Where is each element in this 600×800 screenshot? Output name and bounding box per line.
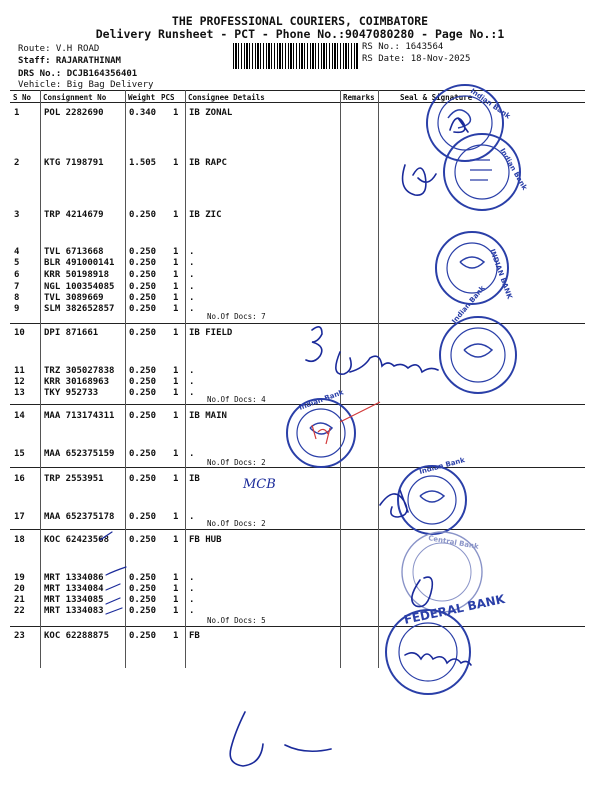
pieces-count: 1 bbox=[173, 270, 179, 280]
handwritten-note: MCB bbox=[243, 477, 276, 492]
col-header-consignee: Consignee Details bbox=[188, 93, 265, 102]
company-title: THE PROFESSIONAL COURIERS, COIMBATORE bbox=[171, 14, 429, 28]
weight-value: 0.250 bbox=[129, 631, 157, 641]
stamp-text: Indian Bank bbox=[498, 147, 529, 192]
consignment-number: BLR 491000141 bbox=[44, 258, 115, 268]
row-serial-number: 8 bbox=[14, 293, 20, 303]
row-serial-number: 23 bbox=[14, 631, 25, 641]
row-serial-number: 11 bbox=[14, 366, 25, 376]
col-header-weight: Weight bbox=[128, 93, 156, 102]
pieces-count: 1 bbox=[173, 293, 179, 303]
row-serial-number: 13 bbox=[14, 388, 25, 398]
row-serial-number: 10 bbox=[14, 328, 25, 338]
consignment-number: MRT 1334083 bbox=[44, 606, 104, 616]
stamp-text: Indian Bank bbox=[450, 284, 487, 326]
consignee-details: . bbox=[189, 247, 195, 257]
runsheet-title: Delivery Runsheet - PCT - Phone No.:9047080280 - Page No.:1 bbox=[95, 27, 505, 41]
pieces-count: 1 bbox=[173, 631, 179, 641]
signature bbox=[403, 165, 436, 195]
stamp-text: Indian Bank bbox=[297, 388, 345, 412]
pieces-count: 1 bbox=[173, 282, 179, 292]
consignee-details: . bbox=[189, 606, 195, 616]
weight-value: 0.250 bbox=[129, 584, 157, 594]
consignee-details: . bbox=[189, 377, 195, 387]
consignment-number: MAA 652375178 bbox=[44, 512, 115, 522]
stamp-text: INDIAN BANK bbox=[488, 247, 514, 301]
pieces-count: 1 bbox=[173, 328, 179, 338]
stamp-text: Indian Bank bbox=[418, 456, 466, 476]
pieces-count: 1 bbox=[173, 108, 179, 118]
consignee-details: . bbox=[189, 388, 195, 398]
bank-seal-stamp bbox=[427, 85, 503, 161]
docs-count: No.Of Docs: 5 bbox=[207, 616, 266, 625]
pieces-count: 1 bbox=[173, 606, 179, 616]
pieces-count: 1 bbox=[173, 449, 179, 459]
pieces-count: 1 bbox=[173, 584, 179, 594]
consignee-details: . bbox=[189, 282, 195, 292]
weight-value: 0.250 bbox=[129, 247, 157, 257]
tick-mark bbox=[100, 532, 126, 614]
consignee-details: FB bbox=[189, 631, 200, 641]
consignment-number: KOC 62423568 bbox=[44, 535, 110, 545]
consignment-number: TRP 4214679 bbox=[44, 210, 104, 220]
bank-seal-stamp bbox=[398, 466, 466, 534]
pieces-count: 1 bbox=[173, 388, 179, 398]
pieces-count: 1 bbox=[173, 411, 179, 421]
weight-value: 0.250 bbox=[129, 366, 157, 376]
row-serial-number: 6 bbox=[14, 270, 20, 280]
weight-value: 0.250 bbox=[129, 328, 157, 338]
docs-count: No.Of Docs: 2 bbox=[207, 458, 266, 467]
consignment-number: TVL 6713668 bbox=[44, 247, 104, 257]
docs-count: No.Of Docs: 7 bbox=[207, 312, 266, 321]
weight-value: 0.250 bbox=[129, 512, 157, 522]
consignee-details: . bbox=[189, 595, 195, 605]
pieces-count: 1 bbox=[173, 512, 179, 522]
weight-value: 0.250 bbox=[129, 270, 157, 280]
consignment-number: MRT 1334086 bbox=[44, 573, 104, 583]
weight-value: 0.250 bbox=[129, 411, 157, 421]
pieces-count: 1 bbox=[173, 366, 179, 376]
consignment-number: TVL 3089669 bbox=[44, 293, 104, 303]
row-serial-number: 20 bbox=[14, 584, 25, 594]
consignee-details: . bbox=[189, 270, 195, 280]
consignment-number: NGL 100354085 bbox=[44, 282, 115, 292]
col-header-pcs: PCS bbox=[161, 93, 175, 102]
consignee-details: IB bbox=[189, 474, 200, 484]
col-header-sno: S No bbox=[13, 93, 32, 102]
federal-bank-stamp bbox=[386, 610, 470, 694]
consignment-number: DPI 871661 bbox=[44, 328, 99, 338]
consignee-details: . bbox=[189, 584, 195, 594]
bank-seal-stamp bbox=[444, 134, 520, 210]
signature bbox=[380, 490, 408, 517]
weight-value: 0.340 bbox=[129, 108, 157, 118]
col-header-consignment: Consignment No bbox=[43, 93, 107, 102]
rs-number: RS No.: 1643564 bbox=[362, 42, 444, 52]
pieces-count: 1 bbox=[173, 535, 179, 545]
row-serial-number: 15 bbox=[14, 449, 25, 459]
stamp-text: Central Bank bbox=[427, 534, 480, 551]
row-serial-number: 7 bbox=[14, 282, 20, 292]
row-serial-number: 1 bbox=[14, 108, 20, 118]
consignment-number: TRZ 305027838 bbox=[44, 366, 115, 376]
consignee-details: FB HUB bbox=[189, 535, 222, 545]
consignee-details: IB FIELD bbox=[189, 328, 233, 338]
row-serial-number: 9 bbox=[14, 304, 20, 314]
drs-number: DRS No.: DCJB164356401 bbox=[18, 69, 138, 79]
row-serial-number: 21 bbox=[14, 595, 25, 605]
federal-bank-stamp-text: FEDERAL BANK bbox=[402, 591, 507, 627]
vehicle-label: Vehicle: Big Bag Delivery bbox=[18, 80, 154, 90]
consignment-number: KOC 62288875 bbox=[44, 631, 110, 641]
row-serial-number: 2 bbox=[14, 158, 20, 168]
consignment-number: MAA 652375159 bbox=[44, 449, 115, 459]
weight-value: 0.250 bbox=[129, 377, 157, 387]
row-serial-number: 22 bbox=[14, 606, 25, 616]
consignee-details: . bbox=[189, 512, 195, 522]
bank-seal-stamp bbox=[440, 317, 516, 393]
consignment-number: KRR 30168963 bbox=[44, 377, 110, 387]
signature bbox=[405, 653, 471, 665]
pieces-count: 1 bbox=[173, 258, 179, 268]
consignment-number: MRT 1334085 bbox=[44, 595, 104, 605]
row-serial-number: 19 bbox=[14, 573, 25, 583]
pieces-count: 1 bbox=[173, 158, 179, 168]
weight-value: 1.505 bbox=[129, 158, 157, 168]
consignee-details: IB RAPC bbox=[189, 158, 227, 168]
docs-count: No.Of Docs: 2 bbox=[207, 519, 266, 528]
consignee-details: . bbox=[189, 366, 195, 376]
row-serial-number: 17 bbox=[14, 512, 25, 522]
consignee-details: IB MAIN bbox=[189, 411, 227, 421]
col-header-remarks: Remarks bbox=[343, 93, 375, 102]
consignment-number: TRP 2553951 bbox=[44, 474, 104, 484]
weight-value: 0.250 bbox=[129, 388, 157, 398]
consignee-details: . bbox=[189, 258, 195, 268]
weight-value: 0.250 bbox=[129, 474, 157, 484]
consignee-details: . bbox=[189, 293, 195, 303]
pieces-count: 1 bbox=[173, 573, 179, 583]
consignment-number: KRR 50198918 bbox=[44, 270, 110, 280]
consignee-details: IB ZIC bbox=[189, 210, 222, 220]
row-serial-number: 3 bbox=[14, 210, 20, 220]
stamp-text: Indian Bank bbox=[468, 87, 512, 121]
pieces-count: 1 bbox=[173, 247, 179, 257]
consignment-number: MRT 1334084 bbox=[44, 584, 104, 594]
pieces-count: 1 bbox=[173, 474, 179, 484]
consignee-details: . bbox=[189, 304, 195, 314]
consignment-number: TKY 952733 bbox=[44, 388, 99, 398]
pieces-count: 1 bbox=[173, 304, 179, 314]
pieces-count: 1 bbox=[173, 210, 179, 220]
row-serial-number: 12 bbox=[14, 377, 25, 387]
consignment-number: MAA 713174311 bbox=[44, 411, 115, 421]
weight-value: 0.250 bbox=[129, 304, 157, 314]
weight-value: 0.250 bbox=[129, 535, 157, 545]
signature bbox=[306, 327, 438, 374]
bank-seal-stamp bbox=[287, 399, 355, 467]
consignment-number: KTG 7198791 bbox=[44, 158, 104, 168]
col-header-seal-signature: Seal & Signature bbox=[400, 93, 473, 102]
consignee-details: IB ZONAL bbox=[189, 108, 233, 118]
weight-value: 0.250 bbox=[129, 210, 157, 220]
consignment-number: POL 2282690 bbox=[44, 108, 104, 118]
weight-value: 0.250 bbox=[129, 258, 157, 268]
consignee-details: . bbox=[189, 573, 195, 583]
row-serial-number: 5 bbox=[14, 258, 20, 268]
signature bbox=[230, 712, 331, 766]
staff-label: Staff: RAJARATHINAM bbox=[18, 56, 121, 66]
pieces-count: 1 bbox=[173, 377, 179, 387]
rs-date: RS Date: 18-Nov-2025 bbox=[362, 54, 471, 64]
weight-value: 0.250 bbox=[129, 606, 157, 616]
row-serial-number: 4 bbox=[14, 247, 20, 257]
row-serial-number: 16 bbox=[14, 474, 25, 484]
weight-value: 0.250 bbox=[129, 293, 157, 303]
weight-value: 0.250 bbox=[129, 449, 157, 459]
weight-value: 0.250 bbox=[129, 595, 157, 605]
row-serial-number: 14 bbox=[14, 411, 25, 421]
pieces-count: 1 bbox=[173, 595, 179, 605]
weight-value: 0.250 bbox=[129, 573, 157, 583]
consignee-details: . bbox=[189, 449, 195, 459]
row-serial-number: 18 bbox=[14, 535, 25, 545]
route-label: Route: V.H ROAD bbox=[18, 44, 100, 54]
docs-count: No.Of Docs: 4 bbox=[207, 395, 266, 404]
consignment-number: SLM 382652857 bbox=[44, 304, 115, 314]
weight-value: 0.250 bbox=[129, 282, 157, 292]
